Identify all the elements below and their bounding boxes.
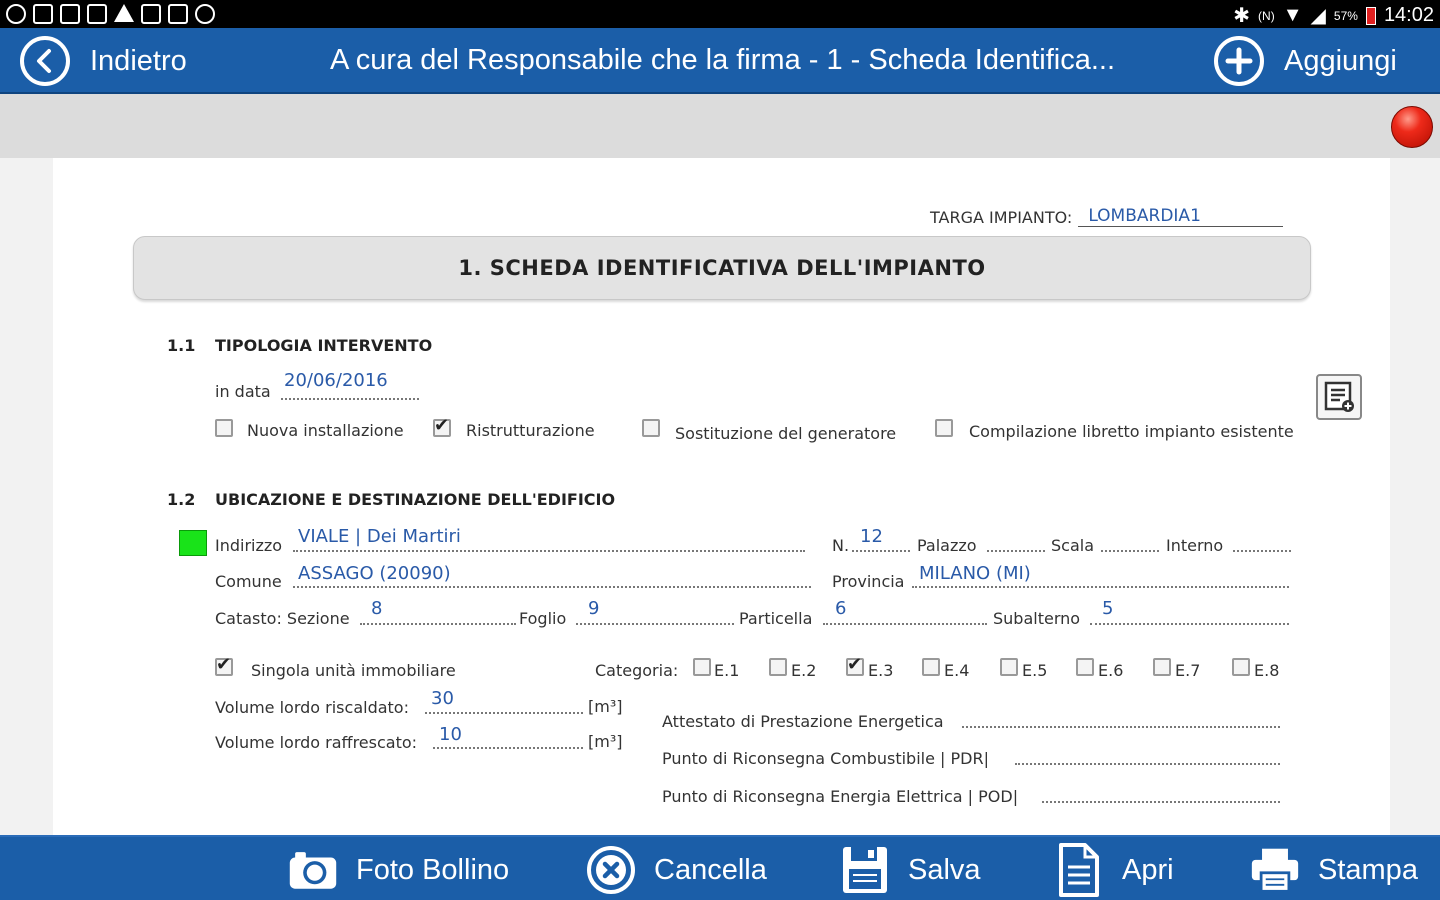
warning-icon [114,4,134,22]
palazzo-field[interactable] [987,550,1045,552]
vol-raff-unit: [m³] [588,732,623,751]
address-field[interactable]: VIALE | Dei Martiri [298,526,461,547]
camera-icon [288,845,338,895]
category-label: E.6 [1098,661,1124,680]
notification-icon [195,4,215,24]
page-title: A cura del Responsabile che la firma - 1 - Scheda Identifica... [330,44,1116,76]
pdr-label: Punto di Riconsegna Combustibile | PDR| [662,749,989,768]
number-field[interactable]: 12 [860,526,883,547]
subsection-number: 1.1 [167,336,196,355]
top-app-bar [0,28,1440,94]
add-button[interactable] [1214,36,1397,86]
vol-risc-field[interactable]: 30 [431,688,454,709]
category-label: E.4 [944,661,970,680]
checkbox-category-e8[interactable] [1232,658,1250,676]
form-list-icon [1322,380,1356,414]
checkbox-category-e7[interactable] [1153,658,1171,676]
checkbox-singola-unita[interactable] [215,658,233,676]
subalterno-underline [1090,623,1289,625]
notification-icon [87,4,107,24]
apri-button[interactable] [1054,843,1174,897]
foglio-field[interactable]: 9 [588,598,600,619]
vol-raff-label: Volume lordo raffrescato: [215,733,418,752]
checkbox-category-e3[interactable] [846,658,864,676]
vol-raff-field[interactable]: 10 [439,724,462,745]
section-title: 1. SCHEDA IDENTIFICATIVA DELL'IMPIANTO [133,236,1311,300]
plate-label: TARGA IMPIANTO: [930,208,1073,227]
stampa-label: Stampa [1318,853,1418,886]
pod-label: Punto di Riconsegna Energia Elettrica | POD| [662,787,1019,806]
notification-icon [168,4,188,24]
sezione-field[interactable]: 8 [371,598,383,619]
vol-risc-underline [425,712,583,714]
stampa-button[interactable] [1250,843,1418,897]
floppy-disk-icon [840,845,890,895]
back-button[interactable] [20,36,187,86]
checkbox-category-e2[interactable] [769,658,787,676]
status-indicator-button[interactable] [1391,106,1433,148]
category-label: E.3 [868,661,894,680]
number-underline [852,550,910,552]
address-underline [293,550,805,552]
category-label: E.2 [791,661,817,680]
subalterno-field[interactable]: 5 [1102,598,1114,619]
particella-field[interactable]: 6 [835,598,847,619]
interno-field[interactable] [1233,550,1291,552]
date-field[interactable]: 20/06/2016 [284,370,388,391]
signal-icon: ◢ [1310,5,1326,27]
checkbox-ristrutturazione[interactable] [433,419,451,437]
cancella-button[interactable] [586,843,767,897]
form-list-button[interactable] [1316,374,1362,420]
document-icon [1054,845,1104,895]
battery-icon [1366,7,1376,25]
vol-risc-label: Volume lordo riscaldato: [215,698,409,717]
comune-underline [293,586,811,588]
catasto-label: Catasto: Sezione [215,609,350,628]
plate-value-field[interactable]: LOMBARDIA1 [1078,206,1283,227]
subsection-number: 1.2 [167,490,196,509]
back-label: Indietro [90,44,187,77]
checkbox-category-e4[interactable] [922,658,940,676]
sezione-underline [360,623,516,625]
subsection-title: UBICAZIONE E DESTINAZIONE DELL'EDIFICIO [215,490,616,509]
add-label: Aggiungi [1284,44,1397,77]
battery-percent: 57% [1333,8,1358,23]
clock: 14:02 [1383,4,1434,26]
wifi-icon: ▼ [1282,4,1303,26]
checkbox-nuova-installazione[interactable] [215,419,233,437]
notification-icon [60,4,80,24]
category-label: E.8 [1254,661,1280,680]
particella-underline [823,623,987,625]
checkbox-category-e5[interactable] [1000,658,1018,676]
status-bar [0,0,1440,28]
provincia-field[interactable]: MILANO (MI) [919,563,1031,584]
cancel-icon [586,845,636,895]
category-label: E.1 [714,661,740,680]
palazzo-label: Palazzo [917,536,977,555]
notification-icon [33,4,53,24]
categoria-label: Categoria: [595,661,679,680]
notification-icons [6,4,215,24]
plate-row [930,206,1283,227]
category-label: E.5 [1022,661,1048,680]
interno-label: Interno [1166,536,1224,555]
subalterno-label: Subalterno [993,609,1081,628]
provincia-label: Provincia [832,572,905,591]
particella-label: Particella [739,609,813,628]
plus-icon [1214,36,1264,86]
bottom-action-bar [0,835,1440,900]
provincia-underline [912,586,1289,588]
ape-label: Attestato di Prestazione Energetica [662,712,944,731]
date-label: in data [215,382,271,401]
comune-label: Comune [215,572,282,591]
ape-field[interactable] [962,726,1280,728]
singola-label: Singola unità immobiliare [251,661,456,680]
pod-field[interactable] [1042,801,1280,803]
foto-bollino-label: Foto Bollino [356,853,510,886]
checkbox-compilazione-libretto[interactable] [935,419,953,437]
checkbox-sostituzione-generatore[interactable] [642,419,660,437]
pdr-field[interactable] [1015,763,1280,765]
number-label: N. [832,536,850,555]
cancella-label: Cancella [654,853,767,886]
date-underline [281,398,419,400]
foglio-label: Foglio [519,609,567,628]
option-label: Sostituzione del generatore [675,424,897,443]
apri-label: Apri [1122,853,1174,886]
notification-icon [141,4,161,24]
chevron-left-icon [20,36,70,86]
notification-icon [6,4,26,24]
subsection-title: TIPOLOGIA INTERVENTO [215,336,433,355]
printer-icon [1250,845,1300,895]
scala-field[interactable] [1101,550,1159,552]
salva-label: Salva [908,853,981,886]
system-tray [1233,3,1434,28]
salva-button[interactable] [840,843,981,897]
category-label: E.7 [1175,661,1201,680]
network-indicator: (N) [1258,8,1275,23]
option-label: Ristrutturazione [466,421,595,440]
vol-risc-unit: [m³] [588,697,623,716]
foto-bollino-button[interactable] [288,843,509,897]
option-label: Compilazione libretto impianto esistente [969,422,1294,441]
foglio-underline [576,623,734,625]
bluetooth-icon: ✱ [1233,5,1251,27]
checkbox-category-e6[interactable] [1076,658,1094,676]
option-label: Nuova installazione [247,421,404,440]
scala-label: Scala [1051,536,1095,555]
vol-raff-underline [433,747,583,749]
toolbar-strip [0,94,1440,158]
map-location-marker[interactable] [179,530,207,556]
checkbox-category-e1[interactable] [693,658,711,676]
address-label: Indirizzo [215,536,283,555]
comune-field[interactable]: ASSAGO (20090) [298,563,451,584]
